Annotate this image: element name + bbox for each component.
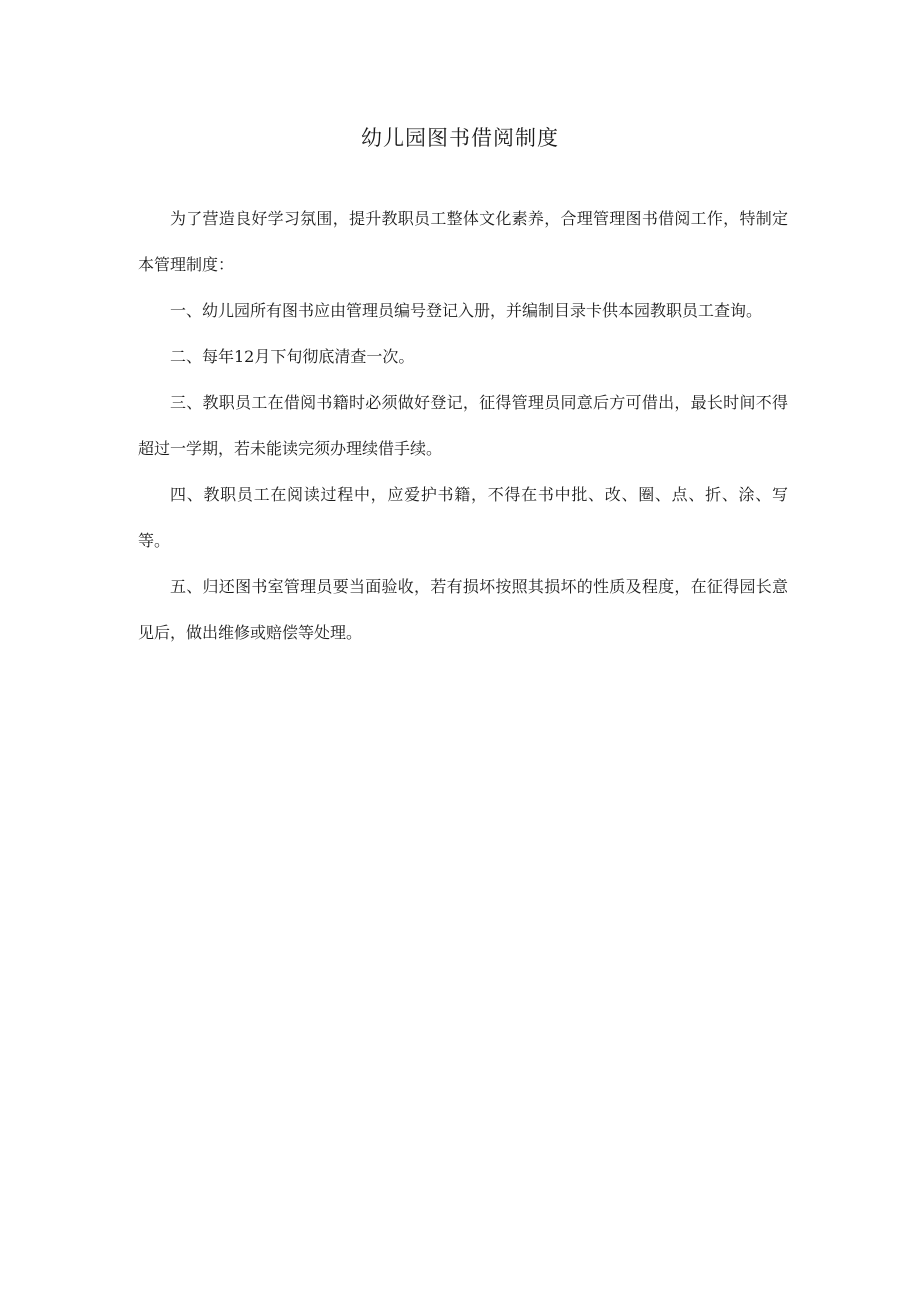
rule-paragraph-3: 三、教职员工在借阅书籍时必须做好登记，征得管理员同意后方可借出，最长时间不得超过一学期，若未能读完须办理续借手续。 — [138, 393, 788, 458]
document-body — [138, 196, 788, 656]
rule-paragraph-1: 一、幼儿园所有图书应由管理员编号登记入册，并编制目录卡供本园教职员工查询。 — [170, 301, 763, 320]
rule-paragraph-2: 二、每年12月下旬彻底清查一次。 — [170, 347, 415, 366]
rule-paragraph-4: 四、教职员工在阅读过程中，应爱护书籍，不得在书中批、改、圈、点、折、涂、写等。 — [138, 485, 788, 550]
intro-paragraph: 为了营造良好学习氛围，提升教职员工整体文化素养，合理管理图书借阅工作，特制定本管理制度： — [138, 209, 788, 274]
rule-paragraph-5: 五、归还图书室管理员要当面验收，若有损坏按照其损坏的性质及程度，在征得园长意见后，做出维修或赔偿等处理。 — [138, 577, 788, 642]
document-title: 幼儿园图书借阅制度 — [361, 126, 559, 150]
